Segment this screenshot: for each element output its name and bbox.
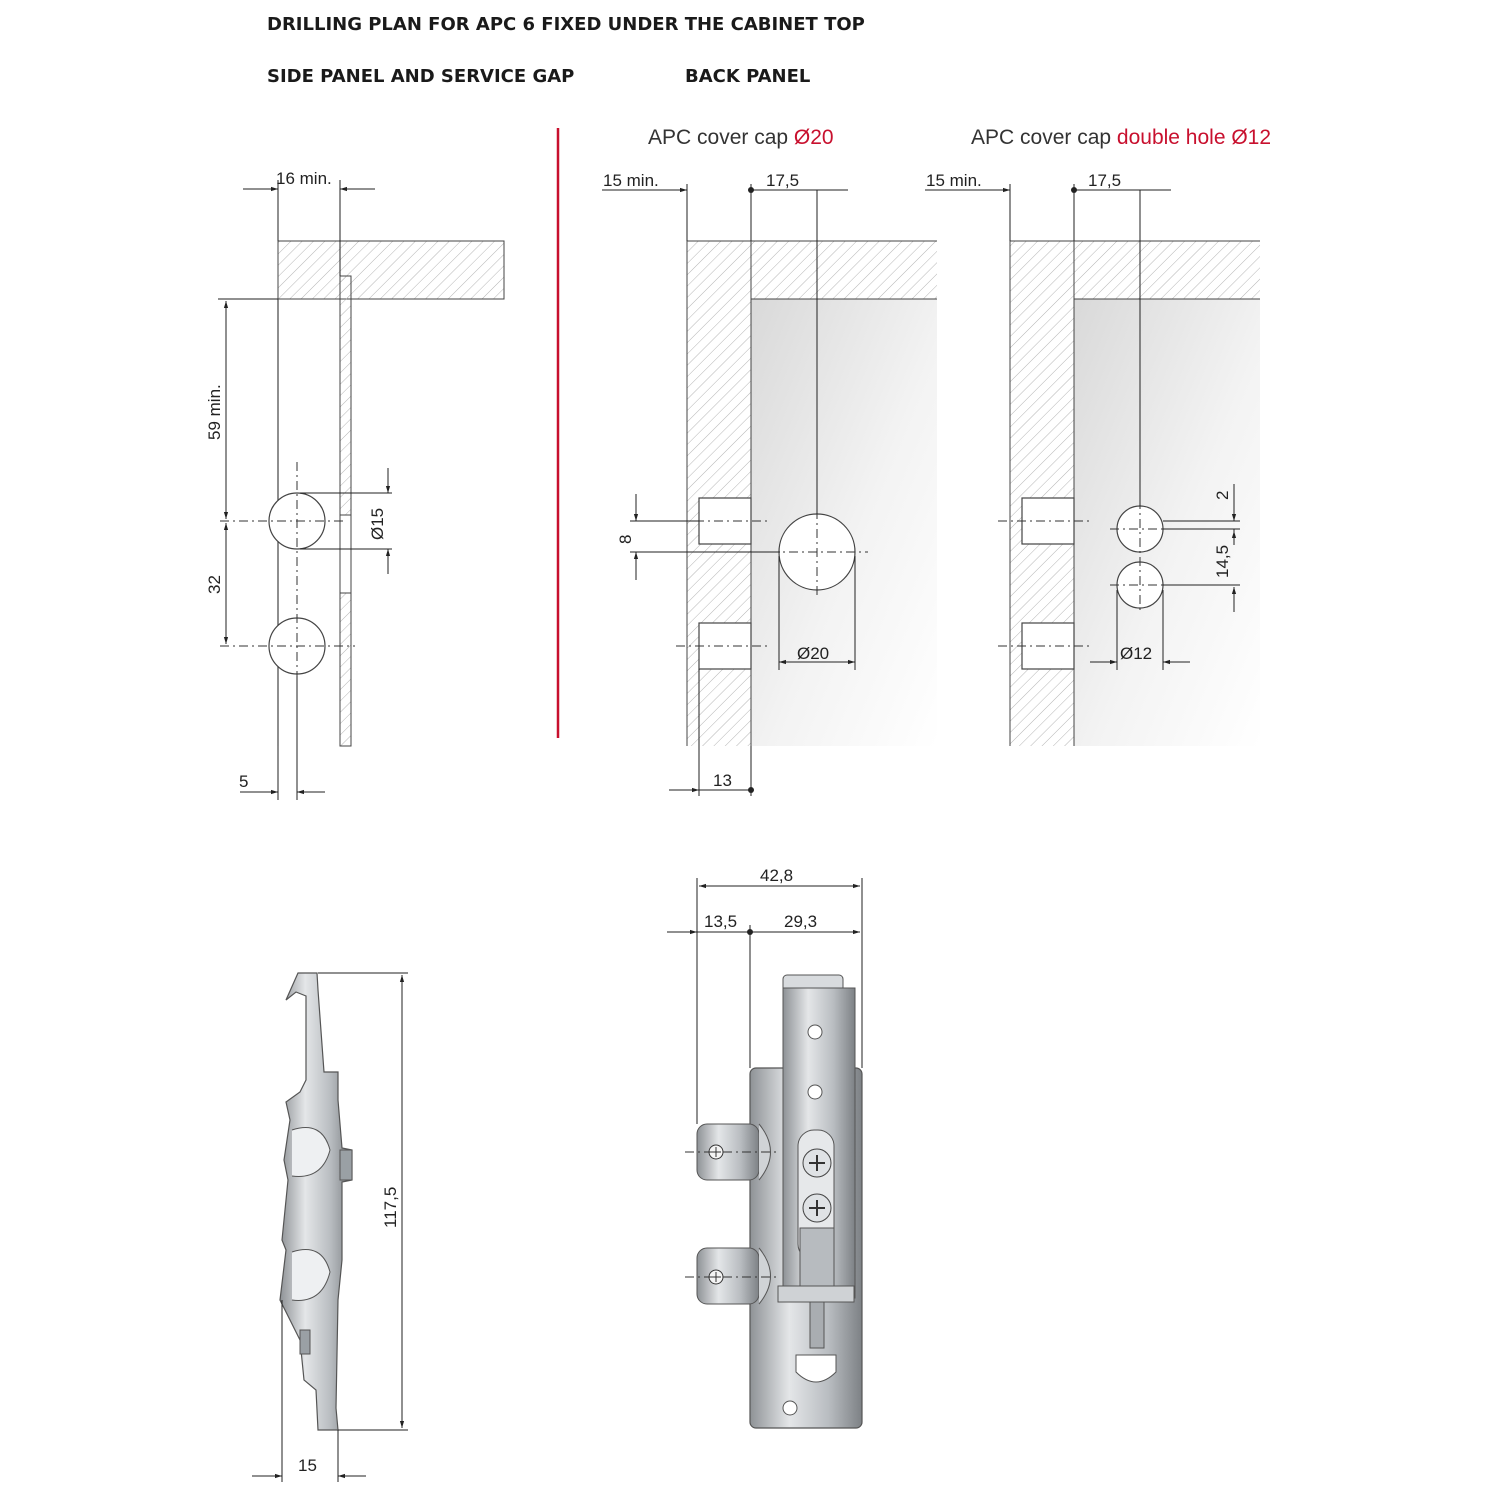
back-panel-drawing-double xyxy=(925,126,1271,746)
dim-back2-min: 15 min. xyxy=(926,171,982,190)
dim-part-height: 117,5 xyxy=(381,1186,400,1228)
dim-back2-axis: 17,5 xyxy=(1088,171,1122,190)
dim-back1-axis: 17,5 xyxy=(766,171,800,190)
caption-cover-cap-single: APC cover cap Ø20 xyxy=(648,126,834,149)
mounting-hole-1 xyxy=(808,1025,822,1039)
dim-back1-offset: 8 xyxy=(616,534,635,544)
dim-part-width: 42,8 xyxy=(760,866,794,885)
dim-part-depth: 15 xyxy=(298,1456,317,1475)
back-panel-drawing-single xyxy=(602,126,937,796)
dowel-hole-lower xyxy=(699,623,751,669)
section-side-panel: SIDE PANEL AND SERVICE GAP xyxy=(267,66,575,87)
cabinet-top-hatched xyxy=(751,241,937,299)
cabinet-top-hatched xyxy=(278,241,504,299)
side-panel-plate xyxy=(340,276,351,746)
dim-side-spacing: 32 xyxy=(205,575,224,594)
cabinet-top-hatched xyxy=(1074,241,1260,299)
page-title: DRILLING PLAN FOR APC 6 FIXED UNDER THE CABINET TOP xyxy=(267,14,865,35)
hanger-front-view xyxy=(667,866,862,1428)
hanger-side-view xyxy=(252,973,408,1482)
dim-side-hole-diameter: Ø15 xyxy=(368,507,387,540)
dim-side-offset: 5 xyxy=(239,772,249,791)
dim-back1-diameter: Ø20 xyxy=(797,644,830,663)
section-back-panel: BACK PANEL xyxy=(685,66,811,87)
dim-back2-top: 2 xyxy=(1213,490,1232,500)
dim-side-top-gap: 16 min. xyxy=(276,169,332,188)
dowel-hole-upper xyxy=(1022,498,1074,544)
dim-back1-thickness: 13 xyxy=(713,771,732,790)
dowel-hole-lower xyxy=(1022,623,1074,669)
dim-back1-min: 15 min. xyxy=(603,171,659,190)
caption-cover-cap-double: APC cover cap double hole Ø12 xyxy=(971,126,1272,149)
dim-side-height: 59 min. xyxy=(205,384,224,440)
dim-part-left: 13,5 xyxy=(704,912,738,931)
mounting-hole-2 xyxy=(808,1085,822,1099)
hanger-side-body xyxy=(280,973,352,1430)
dowel-lower xyxy=(697,1248,759,1304)
mounting-hole-3 xyxy=(783,1401,797,1415)
side-panel-drawing xyxy=(205,169,504,800)
dim-back2-diameter: Ø12 xyxy=(1120,644,1153,663)
dim-back2-spacing: 14,5 xyxy=(1213,544,1232,578)
back-panel-hatched xyxy=(687,241,751,746)
back-panel-hatched xyxy=(1010,241,1074,746)
dowel-hole-upper xyxy=(699,498,751,544)
dim-part-right: 29,3 xyxy=(784,912,818,931)
